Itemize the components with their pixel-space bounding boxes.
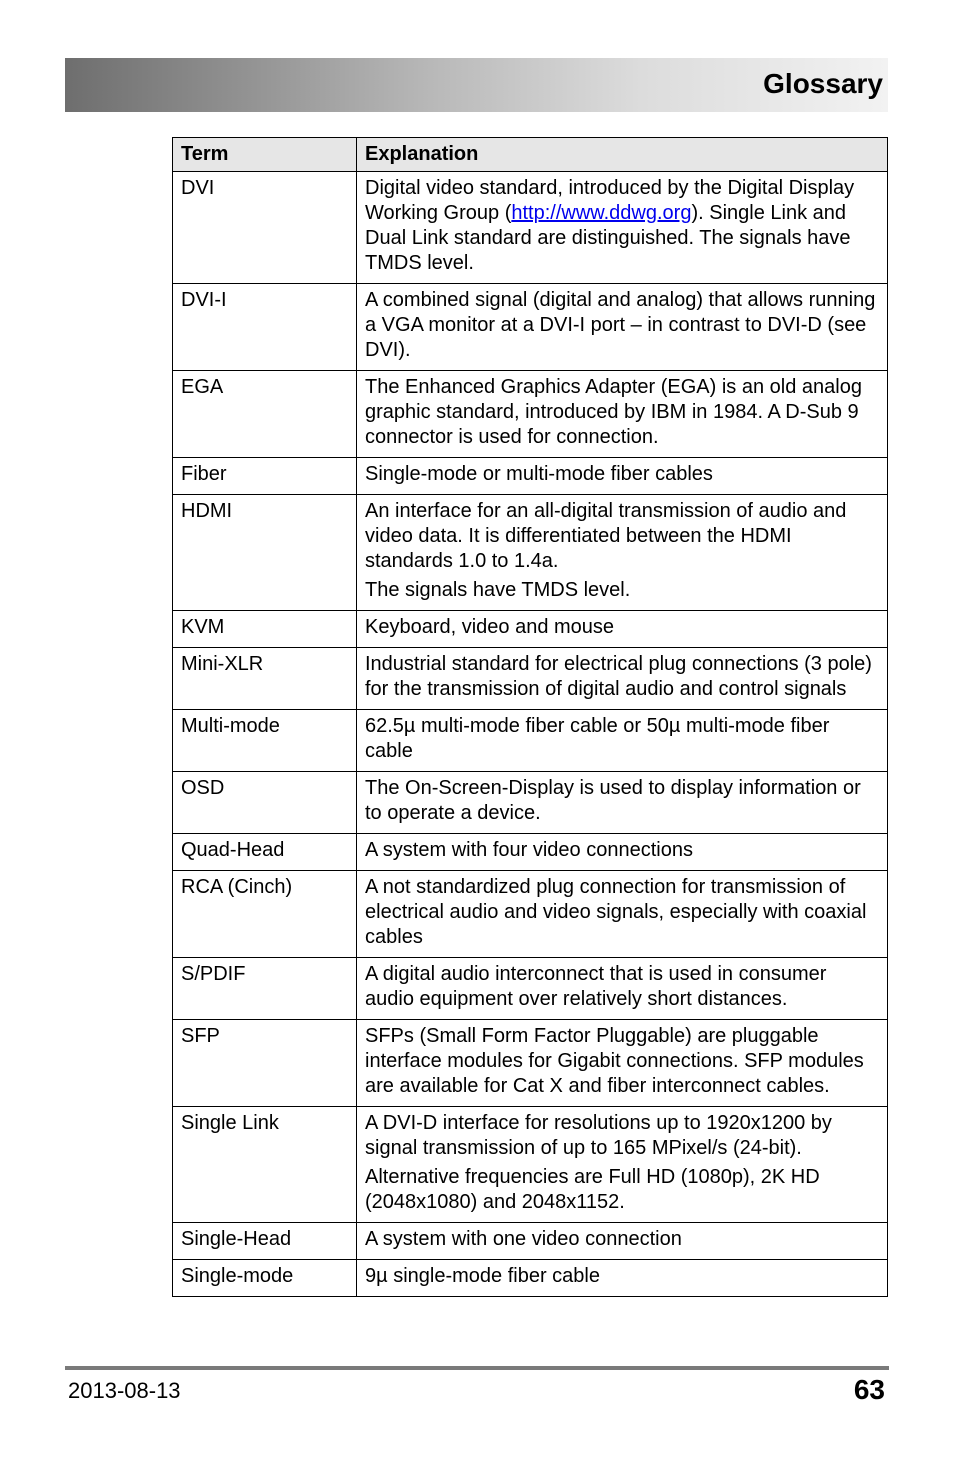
explanation-cell (357, 1223, 888, 1260)
term-cell: Single Link (173, 1107, 357, 1223)
explanation-cell (357, 834, 888, 871)
explanation-cell (357, 172, 888, 284)
page-title: Glossary (763, 68, 883, 99)
term-cell: Single-mode (173, 1260, 357, 1297)
table-row (173, 172, 888, 284)
table-row (173, 834, 888, 871)
explanation-paragraph: The signals have TMDS level. (365, 579, 631, 601)
term-cell: Quad-Head (173, 834, 357, 871)
explanation-cell (357, 772, 888, 834)
term-cell: OSD (173, 772, 357, 834)
glossary-body (173, 172, 888, 1297)
term-cell: Mini-XLR (173, 648, 357, 710)
explanation-paragraph: An interface for an all-digital transmission of audio and video data. It is differentiated between the HDMI standards 1.0 to 1.4a. (365, 500, 847, 572)
explanation-paragraph: Single-mode or multi-mode fiber cables (365, 463, 713, 485)
footer-divider (65, 1366, 889, 1370)
column-header-explanation: Explanation (357, 138, 888, 172)
term-cell: HDMI (173, 495, 357, 611)
glossary-table (172, 137, 888, 1297)
term-cell: Single-Head (173, 1223, 357, 1260)
explanation-paragraph: The Enhanced Graphics Adapter (EGA) is an old analog graphic standard, introduced by IBM in 1984. A D-Sub 9 connector is used for connection. (365, 376, 862, 448)
term-cell: RCA (Cinch) (173, 871, 357, 958)
explanation-paragraph: Industrial standard for electrical plug connections (3 pole) for the transmission of digital audio and control signals (365, 653, 872, 700)
explanation-cell (357, 284, 888, 371)
table-row (173, 284, 888, 371)
explanation-paragraph: 9µ single-mode fiber cable (365, 1265, 600, 1287)
explanation-paragraph: A digital audio interconnect that is used in consumer audio equipment over relatively short distances. (365, 963, 827, 1010)
term-cell: Fiber (173, 458, 357, 495)
table-row (173, 772, 888, 834)
table-row (173, 1260, 888, 1297)
term-cell: S/PDIF (173, 958, 357, 1020)
explanation-cell (357, 371, 888, 458)
explanation-paragraph: Digital video standard, introduced by the Digital Display Working Group (http://www.ddwg.org). Single Link and Dual Link standard are distinguished. The signals have TMDS level. (365, 177, 855, 274)
term-cell: KVM (173, 611, 357, 648)
explanation-paragraph: A system with one video connection (365, 1228, 682, 1250)
table-row (173, 1107, 888, 1223)
table-row (173, 611, 888, 648)
table-row (173, 1020, 888, 1107)
explanation-paragraph: 62.5µ multi-mode fiber cable or 50µ multi-mode fiber cable (365, 715, 830, 762)
table-row (173, 648, 888, 710)
explanation-cell (357, 871, 888, 958)
explanation-cell (357, 1260, 888, 1297)
explanation-cell (357, 710, 888, 772)
explanation-paragraph: SFPs (Small Form Factor Pluggable) are pluggable interface modules for Gigabit connections. SFP modules are available for Cat X and fiber interconnect cables. (365, 1025, 864, 1097)
table-row (173, 1223, 888, 1260)
term-cell: SFP (173, 1020, 357, 1107)
explanation-paragraph: A DVI-D interface for resolutions up to 1920x1200 by signal transmission of up to 165 MPixel/s (24-bit). (365, 1112, 832, 1159)
explanation-cell (357, 611, 888, 648)
term-cell: DVI (173, 172, 357, 284)
page-number: 63 (853, 1374, 885, 1405)
column-header-term: Term (173, 138, 357, 172)
term-cell: DVI-I (173, 284, 357, 371)
term-cell: Multi-mode (173, 710, 357, 772)
explanation-paragraph: A not standardized plug connection for transmission of electrical audio and video signals, especially with coaxial cables (365, 876, 867, 948)
explanation-cell (357, 958, 888, 1020)
explanation-paragraph: The On-Screen-Display is used to display information or to operate a device. (365, 777, 861, 824)
table-row (173, 458, 888, 495)
ddwg-link[interactable]: http://www.ddwg.org (511, 202, 692, 224)
table-row (173, 371, 888, 458)
footer-date: 2013-08-13 (68, 1378, 181, 1403)
table-row (173, 495, 888, 611)
explanation-paragraph: A system with four video connections (365, 839, 693, 861)
explanation-cell (357, 458, 888, 495)
header-band (65, 58, 888, 112)
table-row (173, 710, 888, 772)
table-header-row (173, 138, 888, 172)
explanation-paragraph: A combined signal (digital and analog) that allows running a VGA monitor at a DVI-I port – in contrast to DVI-D (see DVI). (365, 289, 876, 361)
explanation-paragraph: Alternative frequencies are Full HD (1080p), 2K HD (2048x1080) and 2048x1152. (365, 1166, 820, 1213)
table-row (173, 958, 888, 1020)
explanation-cell (357, 648, 888, 710)
explanation-cell (357, 1107, 888, 1223)
term-cell: EGA (173, 371, 357, 458)
table-row (173, 871, 888, 958)
explanation-cell (357, 1020, 888, 1107)
explanation-paragraph: Keyboard, video and mouse (365, 616, 615, 638)
explanation-cell (357, 495, 888, 611)
